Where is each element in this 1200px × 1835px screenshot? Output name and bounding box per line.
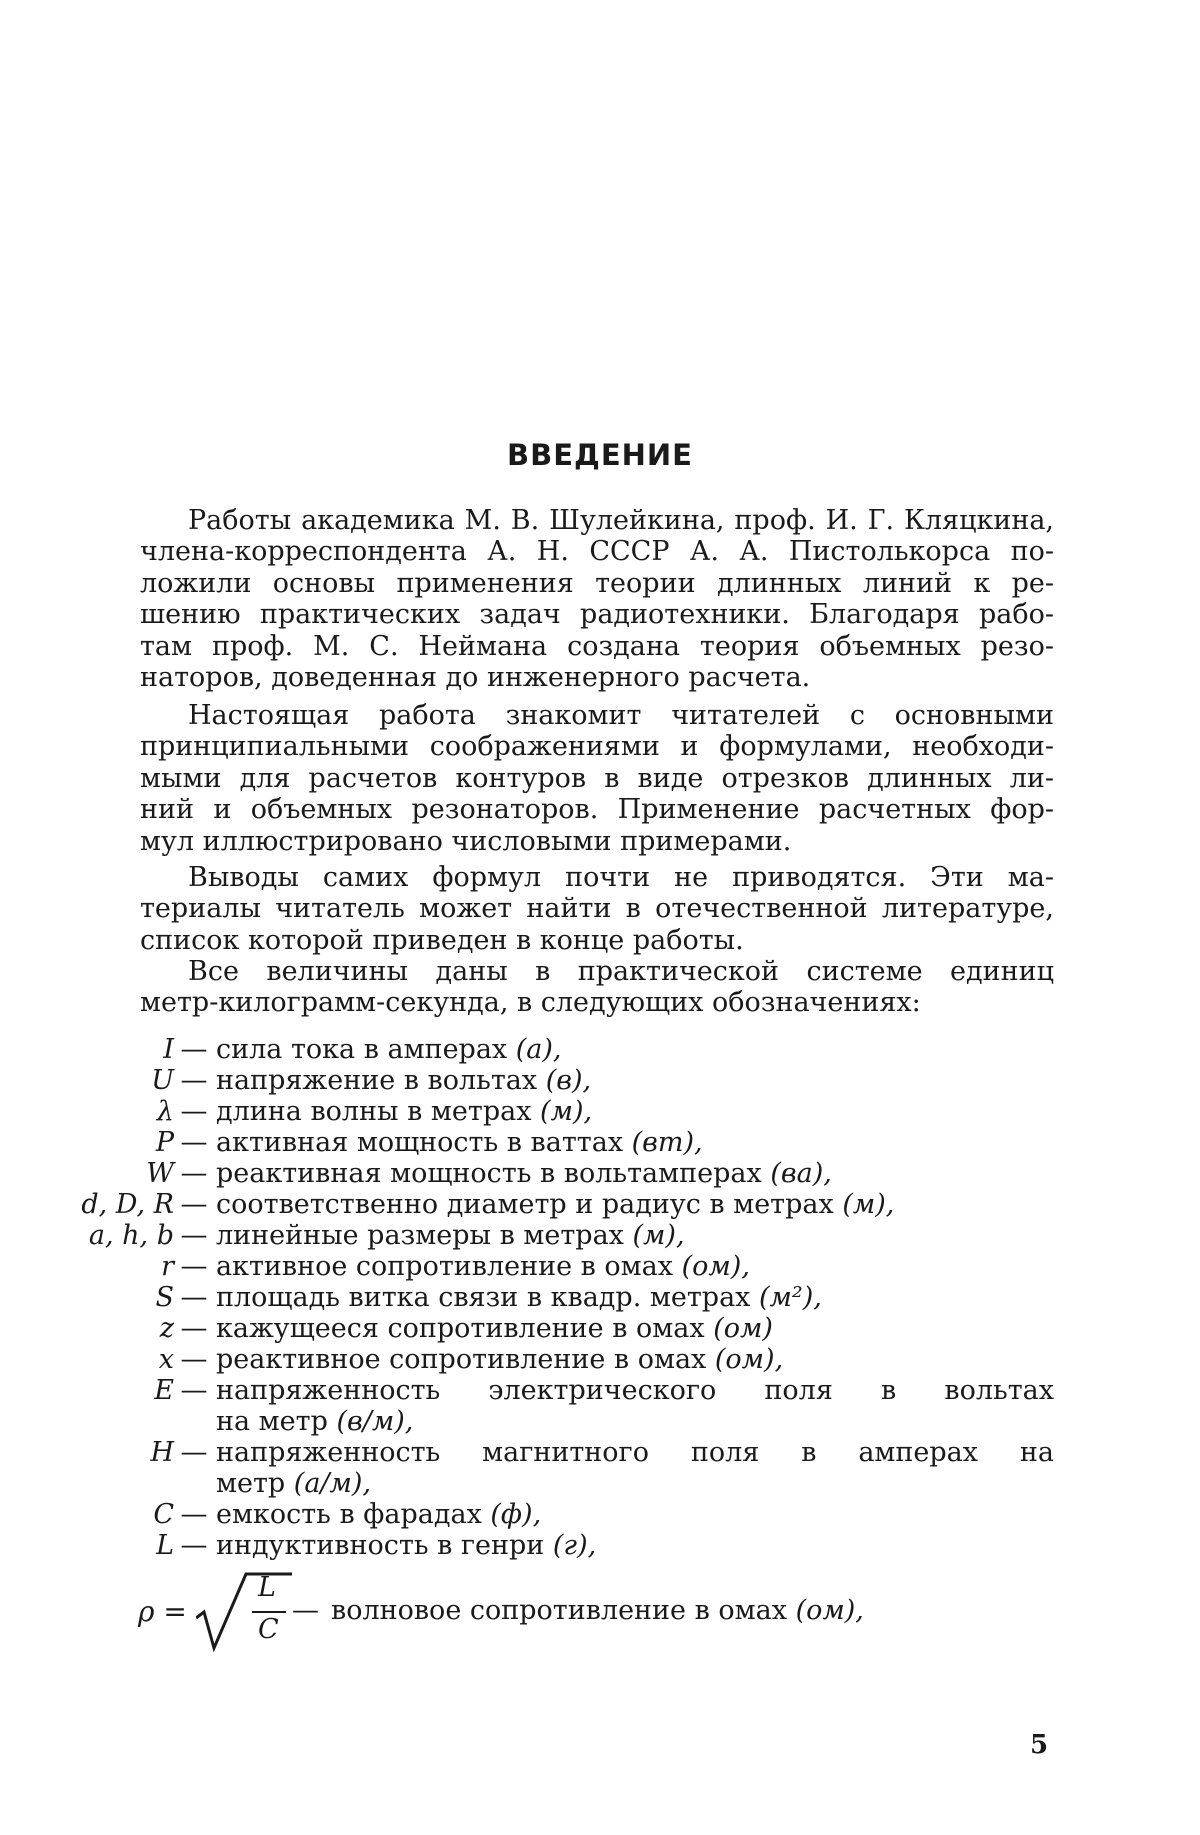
symbol-unit: (ва), — [770, 1158, 831, 1189]
symbol-row-continuation — [140, 1406, 1054, 1437]
symbol-description: длина волны в метрах — [216, 1096, 531, 1127]
symbol-row — [140, 1220, 1054, 1251]
symbol: λ — [0, 1096, 174, 1127]
dash: — — [174, 1220, 214, 1251]
dash: — — [174, 1344, 214, 1375]
symbol: x — [0, 1344, 174, 1375]
symbol-description: кажущееся сопротивление в омах — [216, 1313, 705, 1344]
dash: — — [174, 1251, 214, 1282]
symbol-unit: (вт), — [632, 1127, 703, 1158]
text-line: мул иллюстрировано числовыми примерами. — [140, 826, 1054, 857]
symbol-row — [140, 1375, 1054, 1406]
symbol-description: индуктивность в генри — [216, 1530, 544, 1561]
document-page — [0, 0, 1200, 1835]
symbol: a, h, b — [0, 1220, 174, 1251]
symbol-unit: (в/м), — [336, 1406, 413, 1437]
symbol-description: активная мощность в ваттах — [216, 1127, 623, 1158]
text-line: ний и объемных резонаторов. Применение расчетных фор- — [140, 794, 1054, 825]
symbol-description: напряжение в вольтах — [216, 1065, 537, 1096]
square-root-sign — [196, 1570, 296, 1654]
symbol: H — [0, 1437, 174, 1468]
symbol: U — [0, 1065, 174, 1096]
symbol-unit: (в), — [546, 1065, 591, 1096]
symbol: L — [0, 1530, 174, 1561]
text-line: принципиальными соображениями и формулами, необходи- — [140, 731, 1054, 762]
rho-symbol: ρ = — [138, 1595, 187, 1628]
dash: — — [174, 1189, 214, 1220]
symbol-description: сила тока в амперах — [216, 1034, 507, 1065]
text-line: Настоящая работа знакомит читателей с основными — [140, 700, 1054, 731]
text-line: ложили основы применения теории длинных линий к ре- — [140, 568, 1054, 599]
text-line: териалы читатель может найти в отечественной литературе, — [140, 893, 1054, 924]
symbol: d, D, R — [0, 1189, 174, 1220]
dash: — — [174, 1437, 214, 1468]
symbol: I — [0, 1034, 174, 1065]
dash: — — [174, 1096, 214, 1127]
fraction-denominator: C — [258, 1614, 279, 1645]
fraction-numerator: L — [258, 1572, 276, 1603]
symbol-description: реактивная мощность в вольтамперах — [216, 1158, 762, 1189]
symbol-description: активное сопротивление в омах — [216, 1251, 673, 1282]
text-line: члена-корреспондента А. Н. СССР А. А. Пистолькорса по- — [140, 536, 1054, 567]
dash: — — [174, 1375, 214, 1406]
symbol-description: линейные размеры в метрах — [216, 1220, 624, 1251]
text-line: мыми для расчетов контуров в виде отрезков длинных ли- — [140, 763, 1054, 794]
symbol: S — [0, 1282, 174, 1313]
text-line: метр-килограмм-секунда, в следующих обозначениях: — [140, 987, 1054, 1018]
paragraph-units — [140, 956, 1054, 1019]
symbol-row — [140, 1065, 1054, 1096]
text-line: Все величины даны в практической системе единиц — [140, 956, 1054, 987]
symbol-row — [140, 1127, 1054, 1158]
dash: — — [292, 1595, 319, 1626]
symbol: z — [0, 1313, 174, 1344]
symbol-unit: (ом), — [796, 1595, 864, 1626]
text-line: список которой приведен в конце работы. — [140, 925, 1054, 956]
dash: — — [174, 1282, 214, 1313]
symbol-unit: (ом) — [713, 1313, 773, 1344]
dash: — — [174, 1127, 214, 1158]
symbol-description: напряженность магнитного поля в амперах на — [216, 1437, 1054, 1468]
symbol-unit: (ом), — [682, 1251, 750, 1282]
text-line: шению практических задач радиотехники. Благодаря рабо- — [140, 599, 1054, 630]
text-line: наторов, доведенная до инженерного расчета. — [140, 662, 1054, 693]
dash: — — [174, 1158, 214, 1189]
dash: — — [174, 1065, 214, 1096]
symbol: C — [0, 1499, 174, 1530]
symbol-description: площадь витка связи в квадр. метрах — [216, 1282, 750, 1313]
text-line: там проф. М. С. Неймана создана теория объемных резо- — [140, 631, 1054, 662]
symbol-unit: (г), — [553, 1530, 596, 1561]
symbol-row — [140, 1282, 1054, 1313]
symbol-description: реактивное сопротивление в омах — [216, 1344, 706, 1375]
symbol-row — [140, 1189, 1054, 1220]
symbol-row — [140, 1034, 1054, 1065]
paragraph-sources — [140, 862, 1054, 956]
symbol-unit: (ом), — [715, 1344, 783, 1375]
wave-impedance-formula — [0, 1570, 1200, 1650]
symbol-row — [140, 1344, 1054, 1375]
symbol-row — [140, 1096, 1054, 1127]
paragraph-intro — [140, 505, 1054, 693]
symbol: r — [0, 1251, 174, 1282]
symbol-description: метр — [216, 1468, 285, 1499]
symbol-unit: (а), — [516, 1034, 562, 1065]
symbol-unit: (а/м), — [294, 1468, 371, 1499]
symbol-description: емкость в фарадах — [216, 1499, 482, 1530]
symbol-row — [140, 1313, 1054, 1344]
symbol-description: волновое сопротивление в омах — [331, 1595, 787, 1626]
page-title: ВВЕДЕНИЕ — [0, 438, 1200, 472]
dash: — — [174, 1499, 214, 1530]
symbol: P — [0, 1127, 174, 1158]
symbol-description: напряженность электрического поля в вольтах — [216, 1375, 1054, 1406]
symbol-description: соответственно диаметр и радиус в метрах — [216, 1189, 834, 1220]
symbol-row — [140, 1499, 1054, 1530]
symbol-row — [140, 1437, 1054, 1468]
symbol-description: на метр — [216, 1406, 328, 1437]
symbol: W — [0, 1158, 174, 1189]
dash: — — [174, 1530, 214, 1561]
paragraph-purpose — [140, 700, 1054, 857]
symbol-row — [140, 1251, 1054, 1282]
page-number: 5 — [1030, 1730, 1048, 1760]
symbol-row-continuation — [140, 1468, 1054, 1499]
symbol-row — [140, 1530, 1054, 1561]
symbol-unit: (м²), — [759, 1282, 822, 1313]
text-line: Выводы самих формул почти не приводятся. Эти ма- — [140, 862, 1054, 893]
symbol-unit: (м), — [633, 1220, 685, 1251]
dash: — — [174, 1034, 214, 1065]
symbol-unit: (м), — [842, 1189, 894, 1220]
symbol: E — [0, 1375, 174, 1406]
symbol-unit: (м), — [540, 1096, 592, 1127]
symbol-unit: (ф), — [490, 1499, 541, 1530]
symbol-row — [140, 1158, 1054, 1189]
text-line: Работы академика М. В. Шулейкина, проф. И. Г. Кляцкина, — [140, 505, 1054, 536]
dash: — — [174, 1313, 214, 1344]
